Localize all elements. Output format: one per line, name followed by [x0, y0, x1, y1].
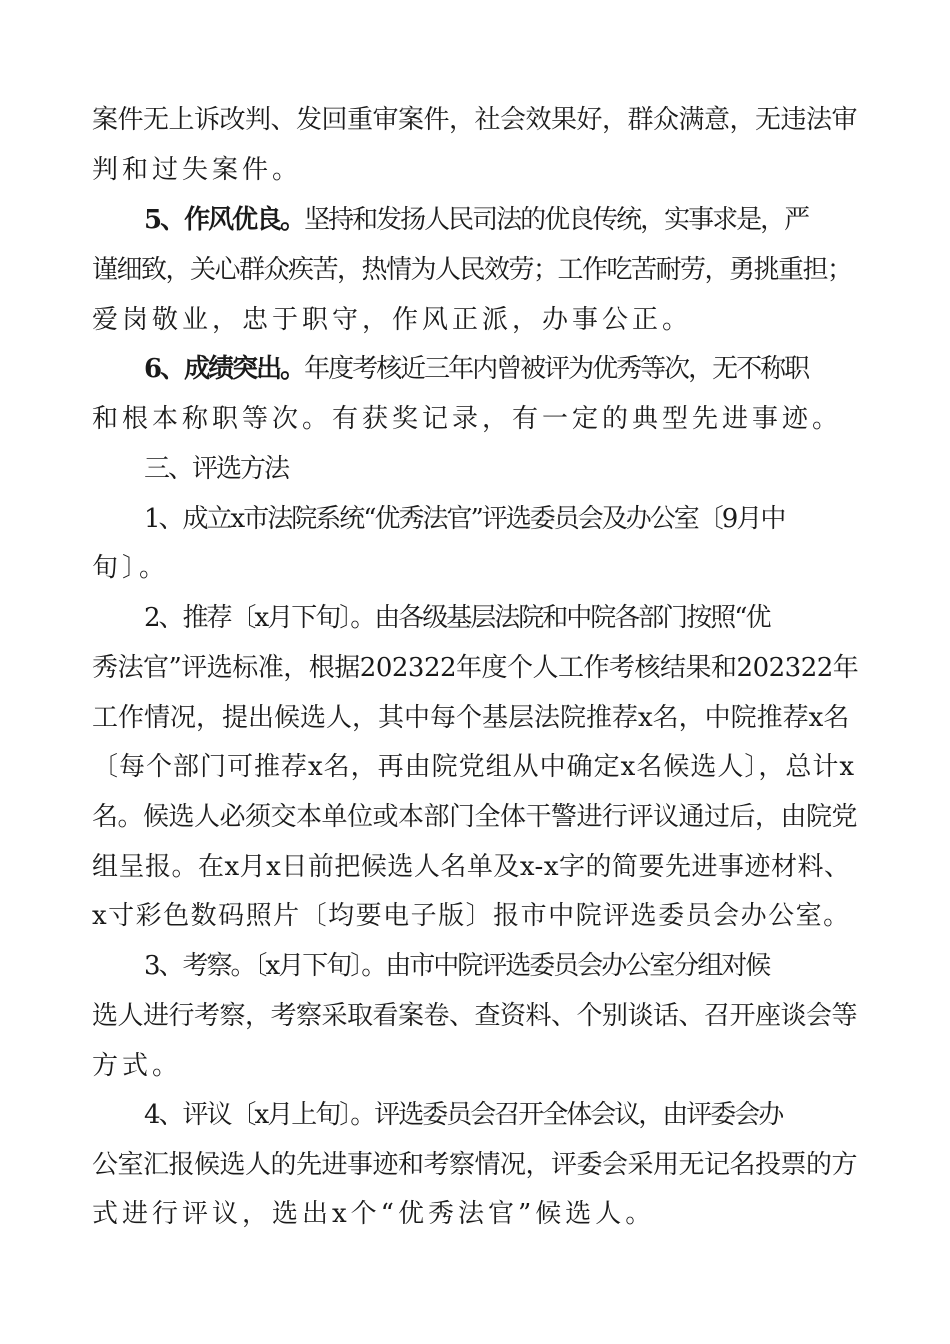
item-heading: 6、成绩突出。 — [144, 354, 305, 384]
paragraph-line: 选人进行考察，考察采取看案卷、查资料、个别谈话、召开座谈会等 — [92, 1001, 858, 1031]
paragraph-line: 秀法官”评选标准，根据202322年度个人工作考核结果和202322年 — [92, 653, 859, 683]
paragraph-line: 工作情况，提出候选人，其中每个基层法院推荐x名，中院推荐x名 — [92, 703, 850, 733]
item-text: 年度考核近三年内曾被评为优秀等次，无不称职 — [304, 354, 809, 384]
paragraph-line: 4、评议〔x月上旬〕。评选委员会召开全体会议，由评委会办 — [144, 1100, 783, 1130]
paragraph-line: 谨细致，关心群众疾苦，热情为人民效劳；工作吃苦耐劳，勇挑重担； — [92, 255, 852, 285]
paragraph-line — [144, 354, 914, 384]
paragraph-line: 判和过失案件。 — [92, 155, 303, 185]
paragraph-line: 名。候选人必须交本单位或本部门全体干警进行评议通过后，由院党 — [92, 802, 858, 832]
paragraph-line: 组呈报。在x月x日前把候选人名单及x-x字的简要先进事迹材料、 — [92, 852, 851, 882]
paragraph-line: 旬〕。 — [92, 553, 170, 583]
paragraph-line — [144, 205, 914, 235]
paragraph-line: 1、成立x市法院系统“优秀法官”评选委员会及办公室〔9月中 — [144, 504, 785, 534]
item-heading: 5、作风优良。 — [144, 205, 305, 235]
paragraph-line: 〔每个部门可推荐x名，再由院党组从中确定x名候选人〕，总计x — [92, 752, 855, 782]
section-heading: 三、评选方法 — [144, 454, 289, 484]
paragraph-line: 和根本称职等次。有获奖记录，有一定的典型先进事迹。 — [92, 404, 843, 434]
paragraph-line: 爱岗敬业，忠于职守，作风正派，办事公正。 — [92, 305, 693, 335]
item-text: 坚持和发扬人民司法的优良传统，实事求是，严 — [304, 205, 809, 235]
paragraph-line: 案件无上诉改判、发回重审案件，社会效果好，群众满意，无违法审 — [92, 105, 858, 135]
paragraph-line: x寸彩色数码照片〔均要电子版〕报市中院评选委员会办公室。 — [92, 901, 851, 931]
paragraph-line: 公室汇报候选人的先进事迹和考察情况，评委会采用无记名投票的方 — [92, 1150, 858, 1180]
paragraph-line: 式进行评议，选出x个“优秀法官”候选人。 — [92, 1199, 656, 1229]
paragraph-line: 2、推荐〔x月下旬〕。由各级基层法院和中院各部门按照“优 — [144, 603, 770, 633]
paragraph-line: 3、考察。〔x月下旬〕。由市中院评选委员会办公室分组对候 — [144, 951, 770, 981]
paragraph-line: 方式。 — [92, 1051, 183, 1081]
